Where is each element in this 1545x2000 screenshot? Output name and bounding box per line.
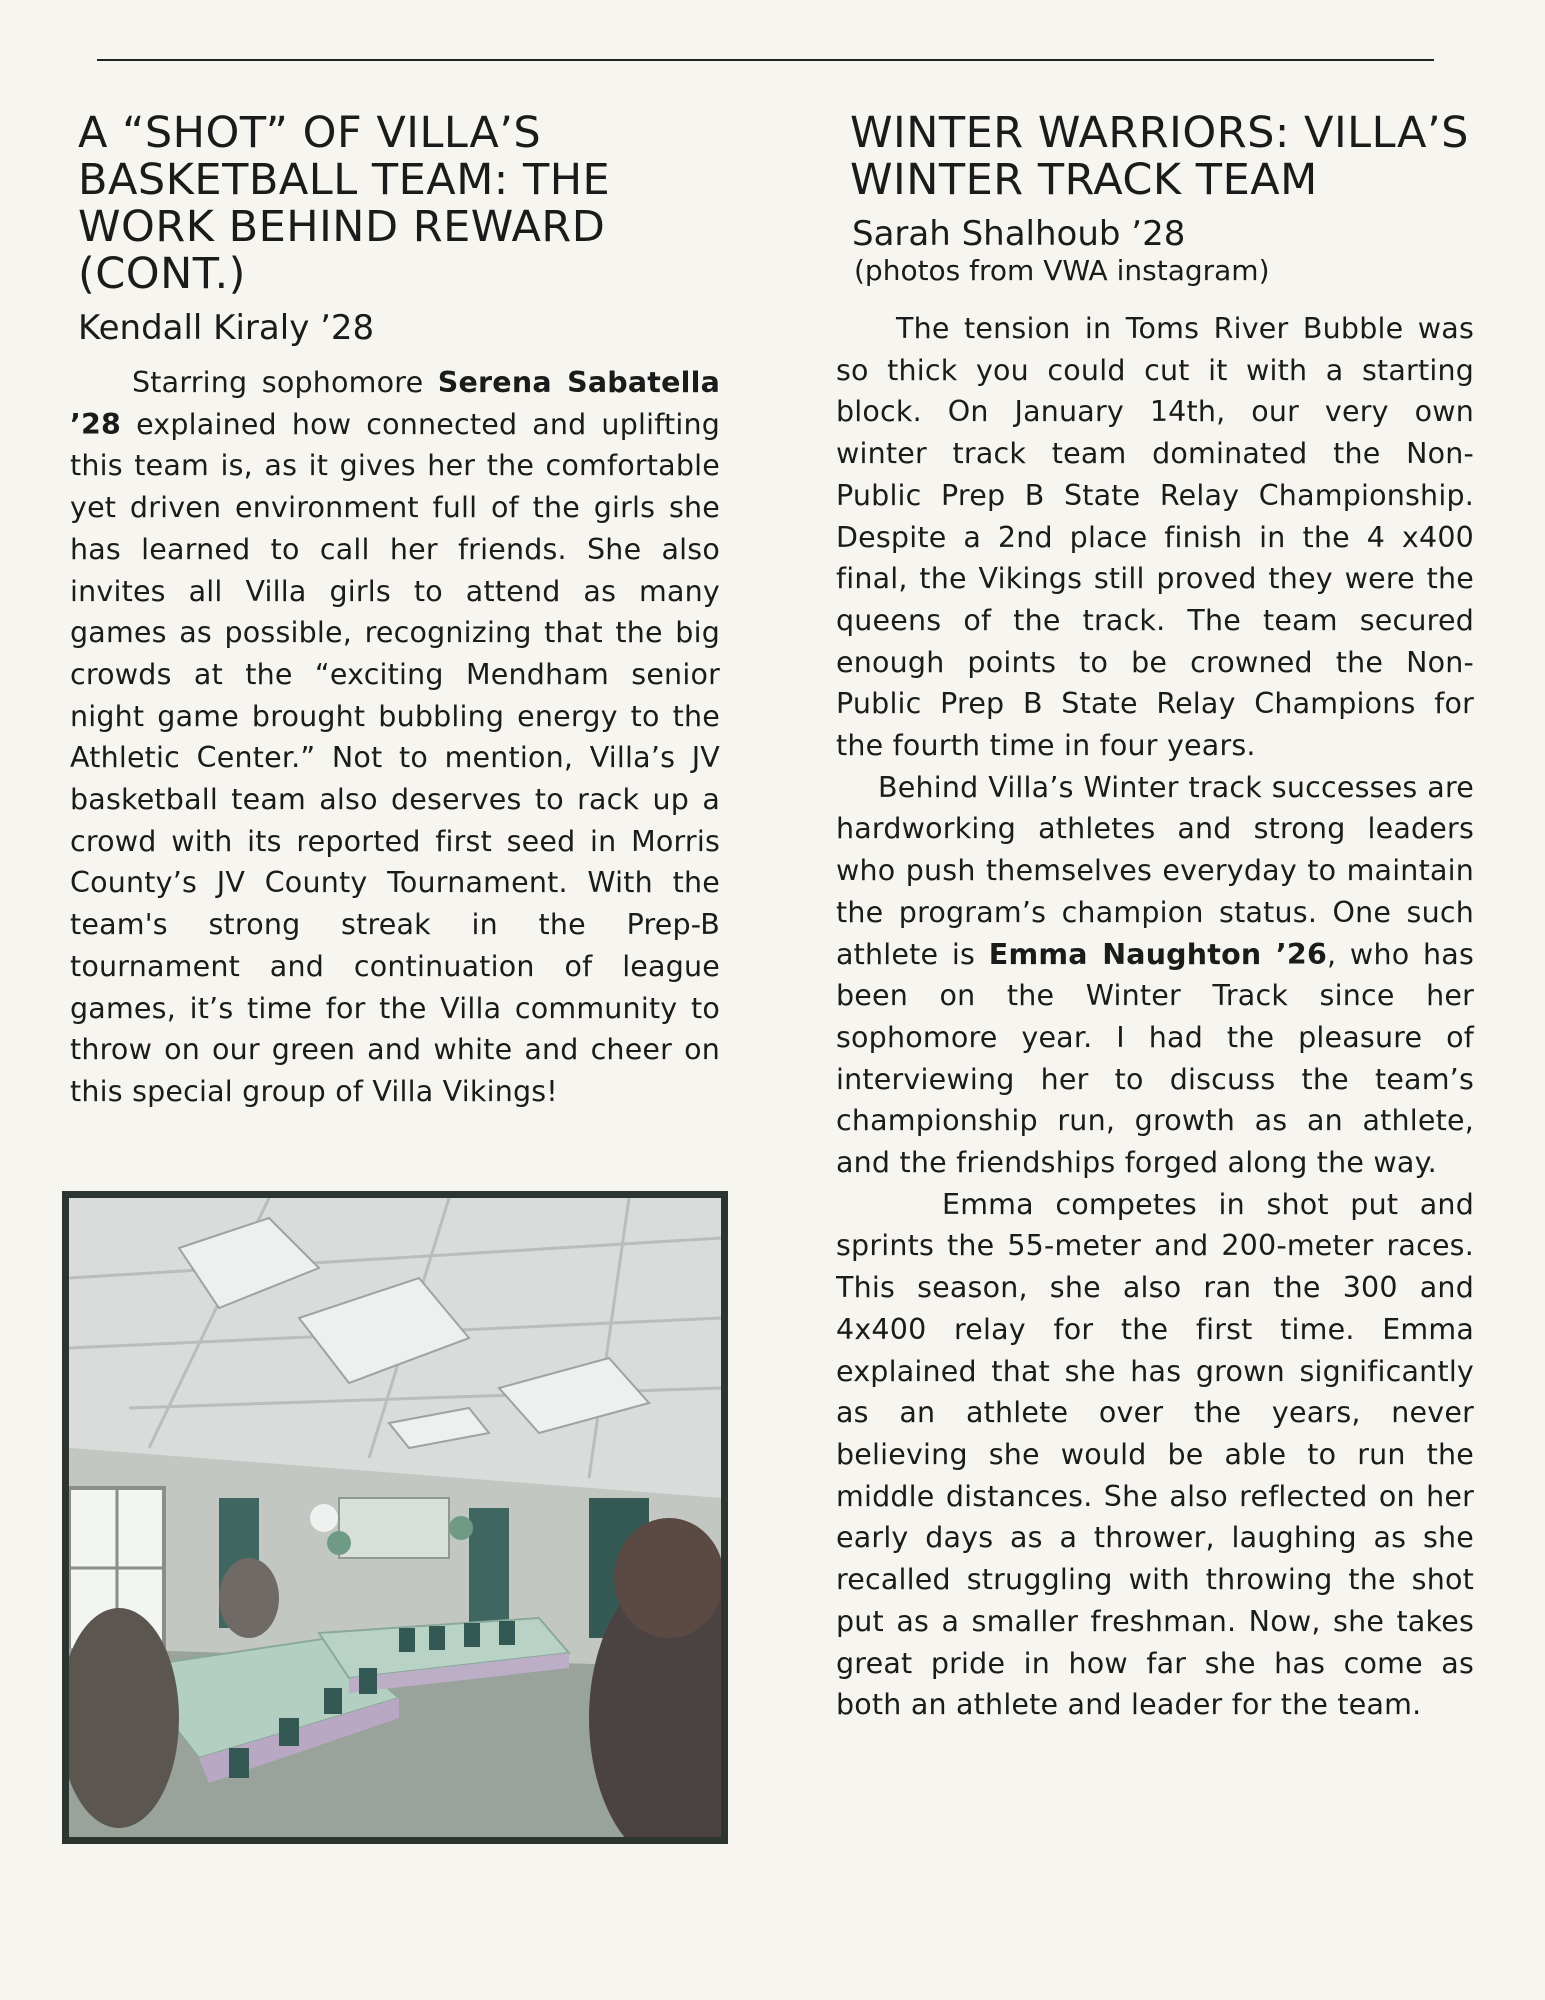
athlete-name: Emma Naughton ’26	[988, 937, 1327, 971]
right-article	[836, 110, 1474, 1726]
left-article-headline: A “SHOT” OF VILLA’S BASKETBALL TEAM: THE WORK BEHIND REWARD (CONT.)	[78, 108, 611, 299]
left-article-byline: Kendall Kiraly ’28	[78, 308, 375, 348]
paragraph-rest: , who has been on the Winter Track since her sophomore year. I had the pleasure of interviewing her to discuss the team’s championship run, growth as an athlete, and the friendships forged along the way.	[836, 937, 1474, 1180]
paragraph-lead: Starring sophomore	[132, 366, 438, 399]
right-article-paragraph-2	[836, 767, 1474, 1184]
left-article-paragraph	[70, 362, 720, 1113]
paragraph-lead: Behind Villa’s Winter track successes are hardworking athletes and strong leaders who push themselves everyday to maintain the program’s champion status. One such athlete is	[836, 770, 1474, 971]
right-article-body	[836, 308, 1474, 1726]
right-article-headline: WINTER WARRIORS: VILLA’S WINTER TRACK TEAM	[850, 108, 1469, 205]
paragraph-rest: explained how connected and uplifting this team is, as it gives her the comfortable yet driven environment full of the girls she has learned to call her friends. She also invites all Villa girls to attend as many games as possible, recognizing that the big crowds at the “exciting Mendham senior night game brought bubbling energy to the Athletic Center.” Not to mention, Villa’s JV basketball team also deserves to rack up a crowd with its reported first seed in Morris County’s JV County Tournament. With the team's strong streak in the Prep-B tournament and continuation of league games, it’s time for the Villa community to throw on our green and white and cheer on this special group of Villa Vikings!	[70, 407, 720, 1108]
left-article-body	[70, 362, 720, 1113]
left-article	[70, 110, 720, 1113]
right-article-paragraph-1: The tension in Toms River Bubble was so thick you could cut it with a starting block. On January 14th, our very own winter track team dominated the Non-Public Prep B State Relay Championship. Despite a 2nd place finish in the 4 x400 final, the Vikings still proved they were the queens of the track. The team secured enough points to be crowned the Non-Public Prep B State Relay Champions for the fourth time in four years.	[836, 312, 1474, 763]
event-photo	[69, 1198, 721, 1837]
right-article-paragraph-3: Emma competes in shot put and sprints the 55-meter and 200-meter races. This season, she also ran the 300 and 4x400 relay for the first time. Emma explained that she has grown significantly as an athlete over the years, never believing she would be able to run the middle distances. She also reflected on her early days as a thrower, laughing as she recalled struggling with throwing the shot put as a smaller freshman. Now, she takes great pride in how far she has come as both an athlete and leader for the team.	[836, 1187, 1474, 1722]
athlete-name: Serena Sabatella ’28	[70, 366, 721, 441]
right-article-byline: Sarah Shalhoub ’28	[852, 214, 1186, 254]
banquet-room-image	[69, 1198, 721, 1837]
event-photo-frame	[62, 1191, 728, 1844]
photo-credit: (photos from VWA instagram)	[854, 254, 1270, 287]
top-divider	[97, 59, 1434, 61]
